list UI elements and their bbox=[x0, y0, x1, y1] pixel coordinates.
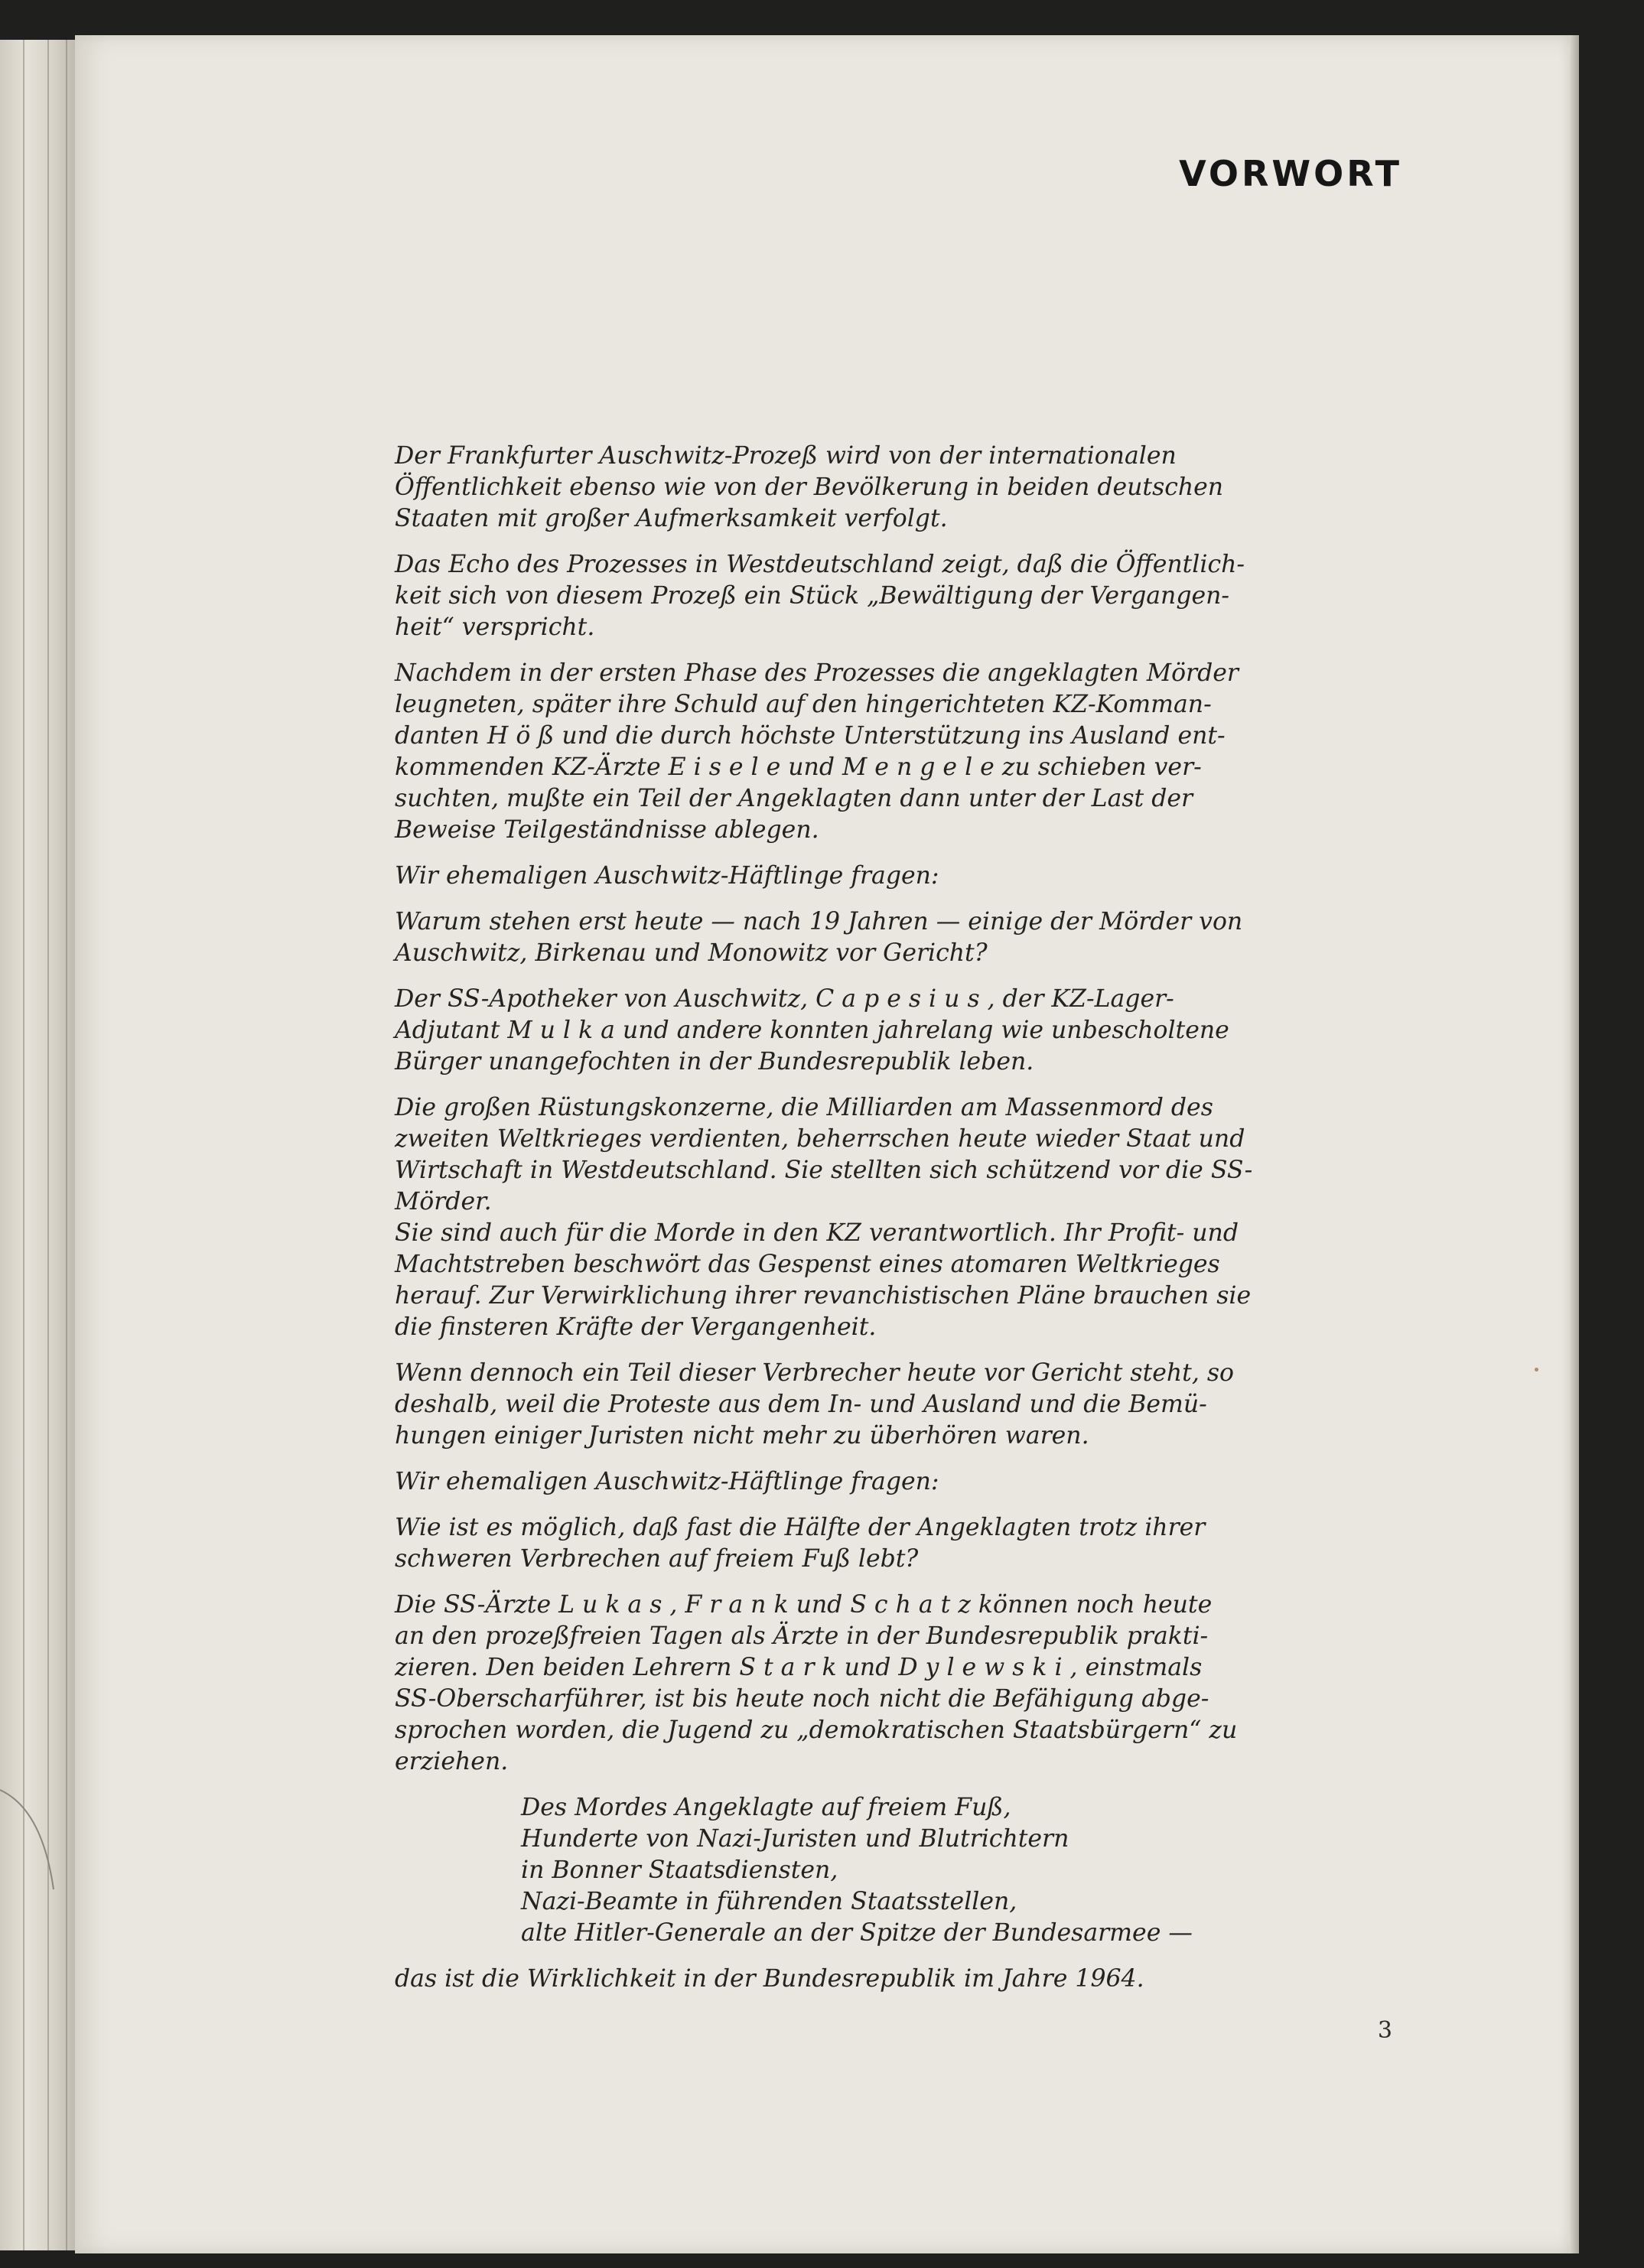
preface-body bbox=[395, 441, 1399, 2009]
paragraph: Sie sind auch für die Morde in den KZ verantwortlich. Ihr Profit- und Machtstreben beschwört das Gespenst eines atomaren Weltkrieges herauf. Zur Verwirklichung ihrer revanchistischen Pläne brauchen sie die finsteren Kräfte der Vergangenheit. bbox=[395, 1219, 1252, 1341]
right-page-edge bbox=[1570, 35, 1579, 2253]
closing-line: das ist die Wirklichkeit in der Bundesrepublik im Jahre 1964. bbox=[395, 1965, 1144, 1993]
paragraph: Wie ist es möglich, daß fast die Hälfte der Angeklagten trotz ihrer schweren Verbrechen auf freiem Fuß lebt? bbox=[395, 1514, 1206, 1573]
page-edge-line bbox=[66, 40, 67, 2250]
paragraph: Der Frankfurter Auschwitz-Prozeß wird von der internationalen Öffentlichkeit ebenso wie von der Bevölkerung in beiden deutschen Staaten mit großer Aufmerksamkeit verfolgt. bbox=[395, 442, 1224, 532]
paragraph: Warum stehen erst heute — nach 19 Jahren — einige der Mörder von Auschwitz, Birkenau und Monowitz vor Gericht? bbox=[395, 908, 1243, 967]
paragraph: Das Echo des Prozesses in Westdeutschland zeigt, daß die Öffentlich- keit sich von diesem Prozeß ein Stück „Bewältigung der Vergangen- heit“ verspricht. bbox=[395, 551, 1245, 641]
indented-verse: Des Mordes Angeklagte auf freiem Fuß, Hunderte von Nazi-Juristen und Blutrichtern in Bonner Staatsdiensten, Nazi-Beamte in führenden Staatsstellen, alte Hitler-Generale an der Spitze der Bundesarmee — bbox=[521, 1794, 1193, 1947]
paragraph: Nachdem in der ersten Phase des Prozesses die angeklagten Mörder leugneten, später ihre Schuld auf den hingerichteten KZ-Komman- danten H ö ß und die durch höchste Unterstützung ins Ausland ent- kommenden KZ-Ärzte E i s e l e und M e n g e l e zu schieben ver- suchten, mußte ein Teil der Angeklagten dann unter der Last der Beweise Teilgeständnisse ablegen. bbox=[395, 659, 1239, 844]
binding-curve-line bbox=[0, 1790, 54, 1889]
paragraph: Wir ehemaligen Auschwitz-Häftlinge fragen: bbox=[395, 862, 939, 890]
paragraph: Der SS-Apotheker von Auschwitz, C a p e s i u s , der KZ-Lager- Adjutant M u l k a und andere konnten jahrelang wie unbescholtene Bürger unangefochten in der Bundesrepublik leben. bbox=[395, 985, 1229, 1075]
paragraph: Die großen Rüstungskonzerne, die Milliarden am Massenmord des zweiten Weltkrieges verdienten, beherrschen heute wieder Staat und Wirtschaft in Westdeutschland. Sie stellten sich schützend vor die SS- Mörder. bbox=[395, 1094, 1253, 1215]
binding-curve bbox=[0, 1775, 69, 1897]
paragraph: Die SS-Ärzte L u k a s , F r a n k und S c h a t z können noch heute an den prozeßfreien Tagen als Ärzte in der Bundesrepublik prakti- zieren. Den beiden Lehrern S t a r k und D y l e w s k i , einstmals SS-Oberscharführer, ist bis heute noch nicht die Befähigung abge- sprochen worden, die Jugend zu „demokratischen Staatsbürgern“ zu erziehen. bbox=[395, 1591, 1238, 1775]
paragraph: Wenn dennoch ein Teil dieser Verbrecher heute vor Gericht steht, so deshalb, weil die Proteste aus dem In- und Ausland und die Bemü- hungen einiger Juristen nicht mehr zu überhören waren. bbox=[395, 1359, 1234, 1450]
page-number: 3 bbox=[1377, 2017, 1392, 2044]
page-heading: VORWORT bbox=[1179, 153, 1402, 194]
left-page-edge bbox=[0, 40, 77, 2250]
paper-speck bbox=[1535, 1368, 1538, 1372]
paragraph: Wir ehemaligen Auschwitz-Häftlinge fragen: bbox=[395, 1468, 939, 1495]
page-edge-line bbox=[47, 40, 49, 2250]
page-edge-line bbox=[23, 40, 24, 2250]
